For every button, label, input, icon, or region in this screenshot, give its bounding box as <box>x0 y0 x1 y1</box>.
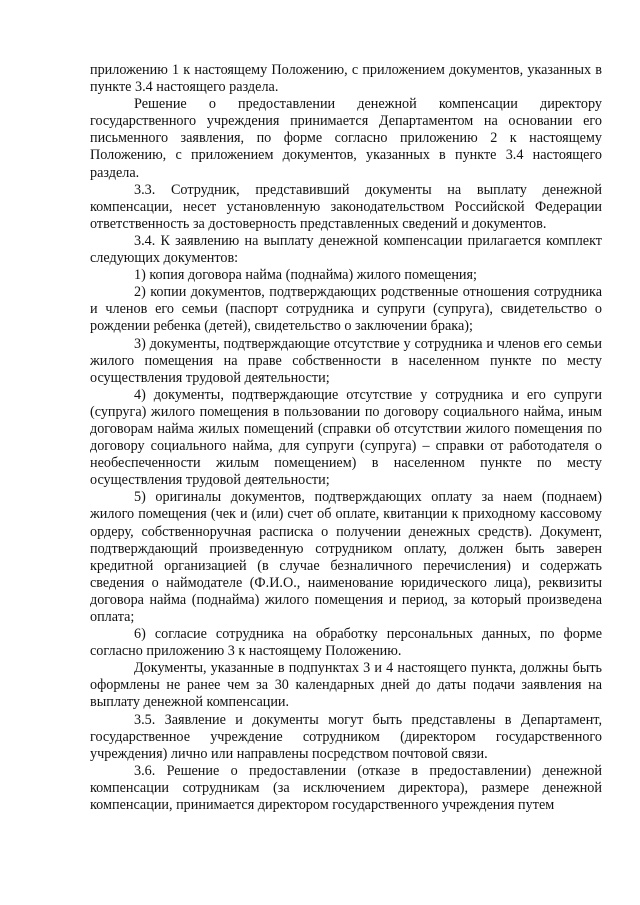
paragraph-continuation: приложению 1 к настоящему Положению, с приложением документов, указанных в пункте 3.4 настоящего раздела. <box>90 62 602 96</box>
list-item-4: 4) документы, подтверждающие отсутствие у сотрудника и его супруги (супруга) жилого помещения в пользовании по договору социального найма, иным договорам найма жилых помещений (справки об отсутствии жилого помещения по договору социального найма, для супруги (супруга) – справки от работодателя о необеспеченности жилым помещением) в населенном пункте по месту осуществления трудовой деятельности; <box>90 386 602 489</box>
list-item-1: 1) копия договора найма (поднайма) жилого помещения; <box>134 267 477 284</box>
paragraph-documents-validity: Документы, указанные в подпунктах 3 и 4 настоящего пункта, должны быть оформлены не ранее чем за 30 календарных дней до даты подачи заявления на выплату денежной компенсации. <box>90 660 602 711</box>
paragraph-3-4: 3.4. К заявлению на выплату денежной компенсации прилагается комплект следующих документов: <box>90 232 602 267</box>
paragraph-3-6: 3.6. Решение о предоставлении (отказе в предоставлении) денежной компенсации сотрудникам (за исключением директора), размере денежной компенсации, принимается директором государственного учреждения путем <box>90 762 602 814</box>
list-item-2: 2) копии документов, подтверждающих родственные отношения сотрудника и членов его семьи (паспорт сотрудника и супруги (супруга), свидетельство о рождении ребенка (детей), свидетельство о заключении брака); <box>90 284 602 335</box>
paragraph-3-3: 3.3. Сотрудник, представивший документы на выплату денежной компенсации, несет установленную законодательством Российской Федерации ответственность за достоверность представленных сведений и документов. <box>90 181 602 232</box>
paragraph-director-decision: Решение о предоставлении денежной компенсации директору государственного учреждения принимается Департаментом на основании его письменного заявления, по форме согласно приложению 2 к настоящему Положению, с приложением документов, указанных в пункте 3.4 настоящего раздела. <box>90 96 602 181</box>
paragraph-3-5: 3.5. Заявление и документы могут быть представлены в Департамент, государственное учреждение сотрудником (директором государственного учреждения) лично или направлены посредством почтовой связи. <box>90 711 602 762</box>
document-body <box>90 62 602 814</box>
list-item-5: 5) оригиналы документов, подтверждающих оплату за наем (поднаем) жилого помещения (чек и (или) счет об оплате, квитанции к приходному кассовому ордеру, собственноручная расписка о получении денежных средств). Документ, подтверждающий произведенную сотрудником оплату, должен быть заверен кредитной организацией (в случае безналичного перечисления) и содержать сведения о наймодателе (Ф.И.О., наименование юридического лица), реквизиты договора найма (поднайма) жилого помещения и период, за который произведена оплата; <box>90 489 602 625</box>
list-item-3: 3) документы, подтверждающие отсутствие у сотрудника и членов его семьи жилого помещения на праве собственности в населенном пункте по месту осуществления трудовой деятельности; <box>90 335 602 386</box>
list-item-6: 6) согласие сотрудника на обработку персональных данных, по форме согласно приложению 3 к настоящему Положению. <box>90 626 602 660</box>
